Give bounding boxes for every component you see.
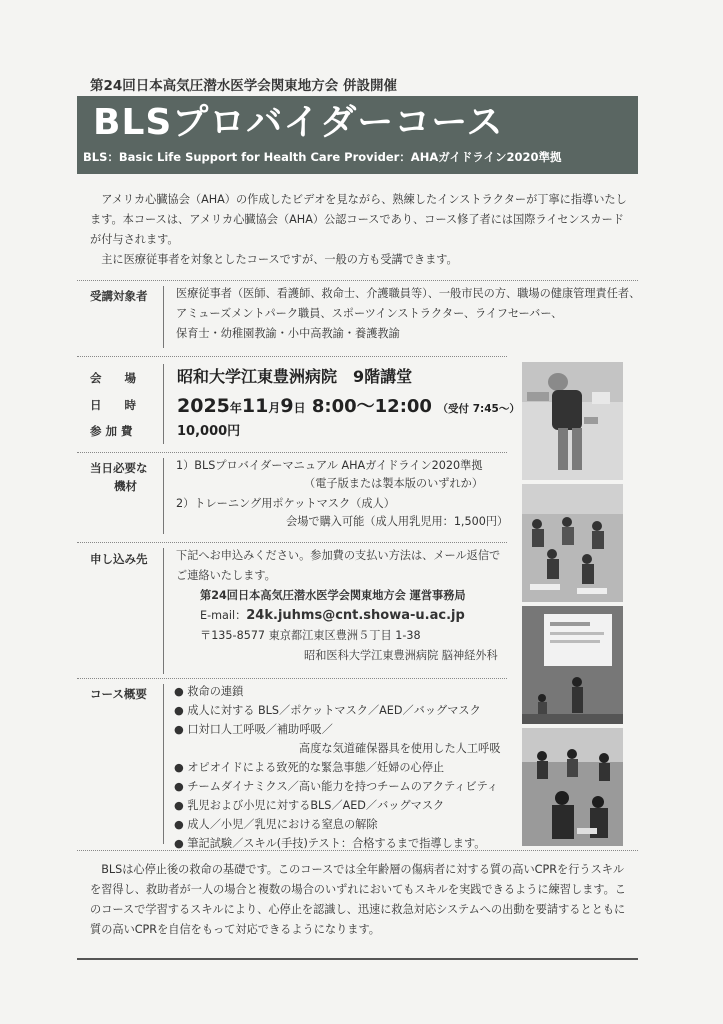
time-range: 8:00～12:00 bbox=[305, 396, 432, 417]
supertitle: 第24回日本高気圧潜水医学会関東地方会 併設開催 bbox=[90, 78, 397, 94]
materials-label-2: 機材 bbox=[114, 479, 137, 493]
email-label: E-mail： bbox=[200, 609, 247, 622]
training-photo-lecture bbox=[522, 606, 623, 724]
list-item: ● 救命の連鎖 bbox=[174, 685, 244, 698]
training-photo-practice bbox=[522, 728, 623, 846]
materials-label-1: 当日必要な bbox=[90, 461, 148, 475]
fee-label: 参 加 費 bbox=[90, 424, 133, 438]
apply-organization: 第24回日本高気圧潜水医学会関東地方会 運営事務局 bbox=[200, 589, 466, 602]
material-item-1: 1）BLSプロバイダーマニュアル AHAガイドライン2020準拠 bbox=[176, 459, 483, 472]
email-address[interactable]: 24k.juhms@cnt.showa-u.ac.jp bbox=[246, 608, 465, 623]
material-item-1-note: （電子版または製本版のいずれか） bbox=[304, 477, 484, 490]
closing-paragraph: BLSは心停止後の救命の基礎です。このコースでは全年齢層の傷病者に対する質の高いCPRを行うスキルを習得し、救助者が一人の場合と複数の場合のいずれにおいてもスキルを実践できるように練習します。このコースで学習するスキルにより、心停止を認識し、迅速に救急対応システムへの出動を要請するとともに質の高いCPRを自信をもって対応できるようになります。 bbox=[90, 863, 626, 936]
section-rule bbox=[163, 684, 164, 844]
section-rule bbox=[163, 548, 164, 674]
training-photo-manikin bbox=[522, 362, 623, 480]
apply-line-2: ご連絡いたします。 bbox=[176, 569, 276, 582]
section-rule bbox=[163, 458, 164, 534]
reception-time: （受付 7:45～） bbox=[437, 403, 520, 415]
list-item: ● オピオイドによる致死的な緊急事態／妊婦の心停止 bbox=[174, 761, 445, 774]
intro-paragraph-2: 主に医療従事者を対象としたコースですが、一般の方も受講できます。 bbox=[101, 253, 458, 266]
page-title: BLSプロバイダーコース bbox=[93, 102, 504, 143]
date-day: 9 bbox=[280, 395, 294, 417]
date-year-unit: 年 bbox=[229, 401, 242, 415]
page-subtitle: BLS：Basic Life Support for Health Care Provider：AHAガイドライン2020準拠 bbox=[83, 150, 562, 164]
date-month-unit: 月 bbox=[268, 401, 281, 415]
material-item-2: 2）トレーニング用ポケットマスク（成人） bbox=[176, 497, 395, 510]
section-rule bbox=[163, 364, 164, 444]
list-item: ● 口対口人工呼吸／補助呼吸／ bbox=[174, 723, 333, 736]
date-day-unit: 日 bbox=[293, 401, 306, 415]
list-item: ● 筆記試験／スキル(手技)テスト：合格するまで指導します。 bbox=[174, 837, 486, 850]
list-item: ● 成人／小児／乳児における窒息の解除 bbox=[174, 818, 378, 831]
list-item: ● 乳児および小児に対するBLS／AED／バッグマスク bbox=[174, 799, 445, 812]
list-item: 高度な気道確保器具を使用した人工呼吸 bbox=[299, 742, 501, 755]
apply-label: 申し込み先 bbox=[90, 552, 148, 566]
material-item-2-note: 会場で購入可能（成人用乳児用：1,500円） bbox=[286, 515, 509, 528]
closing-text bbox=[90, 860, 630, 940]
divider bbox=[77, 850, 638, 851]
date-year: 2025 bbox=[177, 395, 230, 417]
intro-text bbox=[90, 190, 630, 270]
date-label: 日 時 bbox=[90, 398, 136, 412]
training-photo-class bbox=[522, 484, 623, 602]
divider bbox=[77, 280, 638, 281]
list-item: ● チームダイナミクス／高い能力を持つチームのアクティビティ bbox=[174, 780, 499, 793]
target-line-1: 医療従事者（医師、看護師、救命士、介護職員等）、一般市民の方、職場の健康管理責任者、 bbox=[176, 287, 641, 300]
target-line-2: アミューズメントパーク職員、スポーツインストラクター、ライフセーバー、 bbox=[176, 307, 563, 320]
list-item: ● 成人に対する BLS／ポケットマスク／AED／バッグマスク bbox=[174, 704, 481, 717]
title-banner bbox=[77, 96, 638, 174]
venue-value: 昭和大学江東豊洲病院 9階講堂 bbox=[177, 367, 413, 386]
apply-line-1: 下記へお申込みください。参加費の支払い方法は、メール返信で bbox=[176, 549, 501, 562]
fee-value: 10,000円 bbox=[177, 424, 241, 439]
apply-department: 昭和医科大学江東豊洲病院 脳神経外科 bbox=[304, 649, 498, 662]
intro-paragraph-1: アメリカ心臓協会（AHA）の作成したビデオを見ながら、熟練したインストラクターが丁寧に指導いたします。本コースは、アメリカ心臓協会（AHA）公認コースであり、コース修了者には国際ライセンスカードが付与されます。 bbox=[90, 193, 627, 246]
date-month: 11 bbox=[241, 395, 269, 417]
bottom-rule bbox=[77, 958, 638, 960]
section-rule bbox=[163, 286, 164, 348]
apply-email-row bbox=[200, 606, 465, 626]
target-label: 受講対象者 bbox=[90, 289, 148, 303]
divider bbox=[77, 452, 507, 453]
course-list bbox=[174, 682, 519, 853]
apply-address: 〒135-8577 東京都江東区豊洲５丁目 1-38 bbox=[200, 629, 421, 642]
divider bbox=[77, 542, 507, 543]
course-label: コース概要 bbox=[90, 687, 147, 701]
date-value bbox=[177, 392, 520, 418]
target-line-3: 保育士・幼稚園教諭・小中高教諭・養護教諭 bbox=[176, 327, 400, 340]
divider bbox=[77, 356, 507, 357]
venue-label: 会 場 bbox=[90, 371, 136, 385]
divider bbox=[77, 678, 507, 679]
